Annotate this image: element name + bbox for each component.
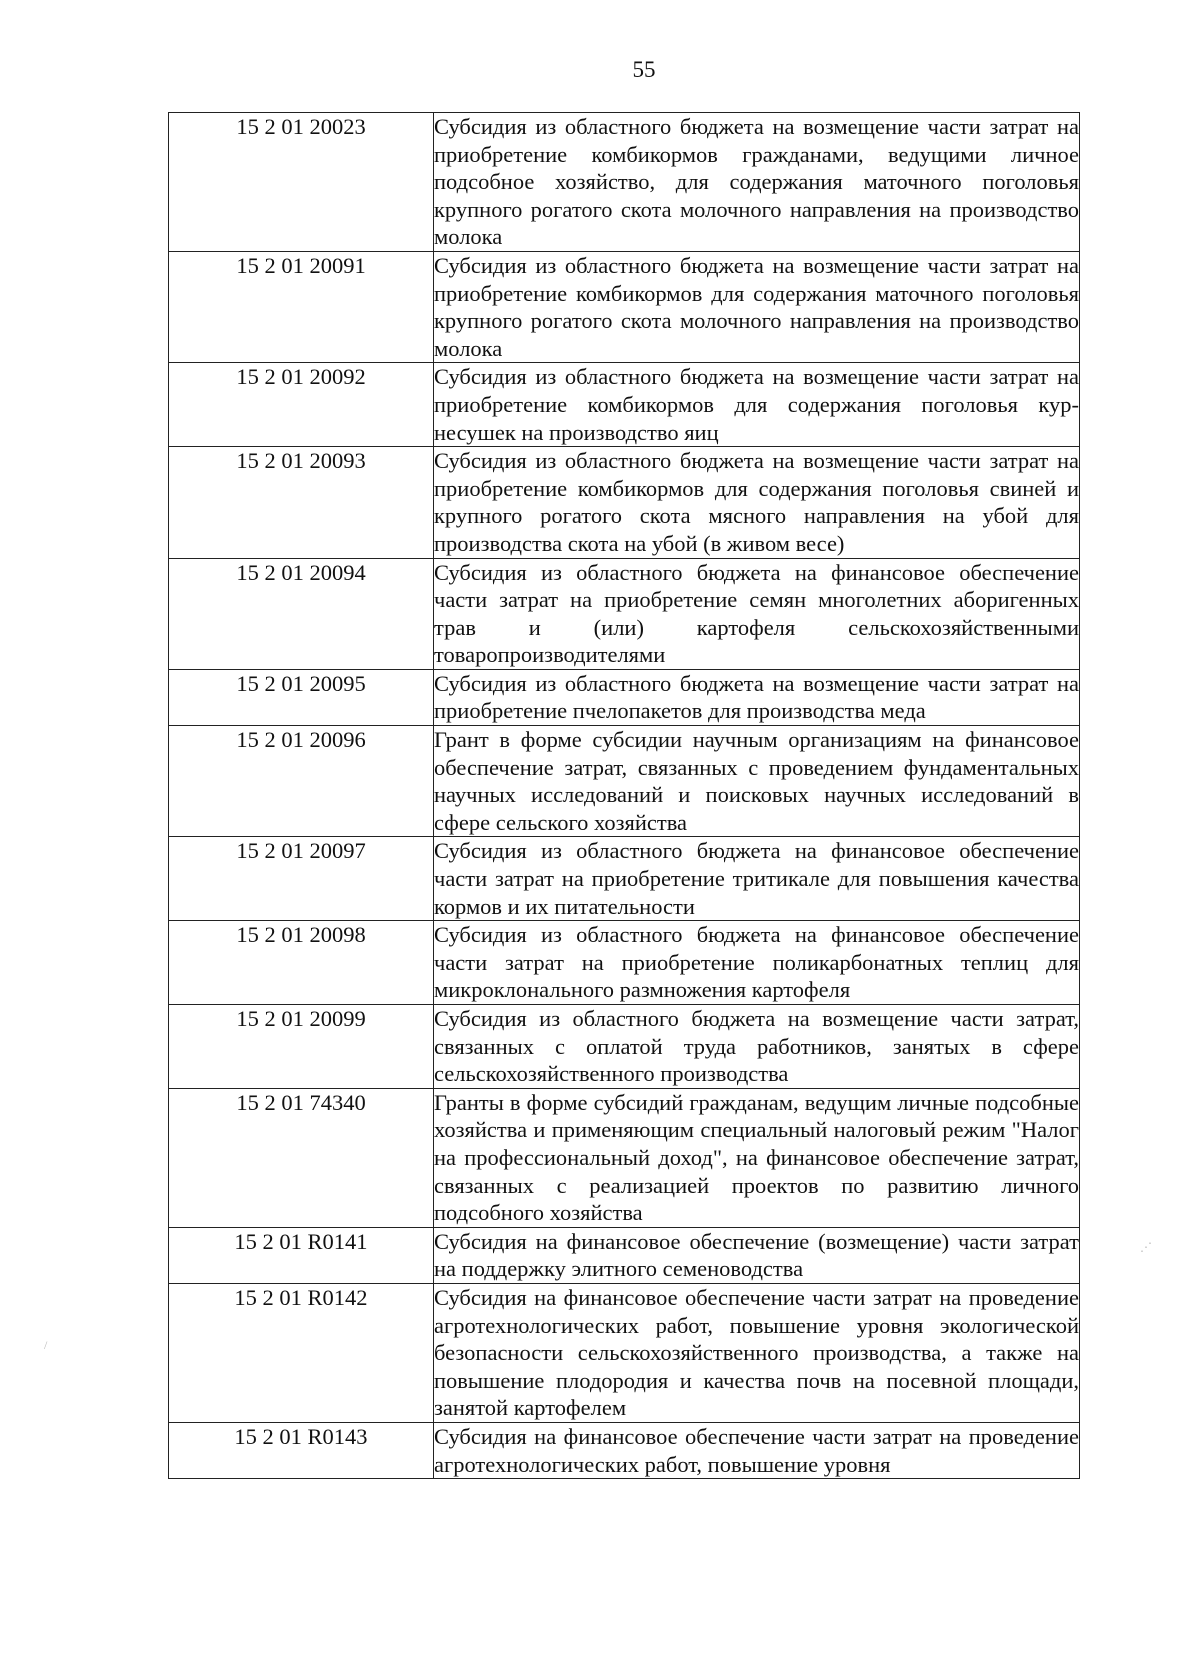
description-cell: Субсидия на финансовое обеспечение части затрат на проведение агротехнологических работ, повышение уровня (434, 1422, 1080, 1478)
description-cell: Субсидия из областного бюджета на возмещение части затрат, связанных с оплатой труда работников, занятых в сфере сельскохозяйственного производства (434, 1005, 1080, 1089)
scan-speck: / (44, 1338, 48, 1352)
table-row (169, 921, 1080, 1005)
table-row (169, 447, 1080, 558)
description-cell: Субсидия из областного бюджета на возмещение части затрат на приобретение комбикормов гражданами, ведущими личное подсобное хозяйство, для содержания маточного поголовья крупного рогатого скота молочного направления на производство молока (434, 113, 1080, 252)
table-row (169, 837, 1080, 921)
budget-code-cell: 15 2 01 20095 (169, 669, 434, 725)
budget-code-cell: 15 2 01 R0142 (169, 1283, 434, 1422)
table-row (169, 251, 1080, 362)
table-row (169, 669, 1080, 725)
budget-code-cell: 15 2 01 R0141 (169, 1227, 434, 1283)
table-body (169, 113, 1080, 1479)
table-row (169, 558, 1080, 669)
budget-code-cell: 15 2 01 R0143 (169, 1422, 434, 1478)
table-row (169, 1227, 1080, 1283)
table-row (169, 1283, 1080, 1422)
budget-code-cell: 15 2 01 20091 (169, 251, 434, 362)
table-row (169, 726, 1080, 837)
budget-code-cell: 15 2 01 20093 (169, 447, 434, 558)
description-cell: Гранты в форме субсидий гражданам, ведущим личные подсобные хозяйства и применяющим специальный налоговый режим "Налог на профессиональный доход", на финансовое обеспечение затрат, связанных с реализацией проектов по развитию личного подсобного хозяйства (434, 1088, 1080, 1227)
description-cell: Субсидия из областного бюджета на возмещение части затрат на приобретение пчелопакетов для производства меда (434, 669, 1080, 725)
budget-code-cell: 15 2 01 20092 (169, 363, 434, 447)
budget-code-cell: 15 2 01 20099 (169, 1005, 434, 1089)
description-cell: Субсидия из областного бюджета на финансовое обеспечение части затрат на приобретение тритикале для повышения качества кормов и их питательности (434, 837, 1080, 921)
table-row (169, 1005, 1080, 1089)
table-row (169, 1088, 1080, 1227)
description-cell: Субсидия из областного бюджета на возмещение части затрат на приобретение комбикормов для содержания поголовья кур-несушек на производство яиц (434, 363, 1080, 447)
table-row (169, 363, 1080, 447)
description-cell: Субсидия из областного бюджета на возмещение части затрат на приобретение комбикормов для содержания маточного поголовья крупного рогатого скота молочного направления на производство молока (434, 251, 1080, 362)
budget-code-cell: 15 2 01 20097 (169, 837, 434, 921)
budget-code-cell: 15 2 01 20098 (169, 921, 434, 1005)
description-cell: Субсидия на финансовое обеспечение (возмещение) части затрат на поддержку элитного семеноводства (434, 1227, 1080, 1283)
description-cell: Субсидия из областного бюджета на финансовое обеспечение части затрат на приобретение поликарбонатных теплиц для микроклонального размножения картофеля (434, 921, 1080, 1005)
description-cell: Грант в форме субсидии научным организациям на финансовое обеспечение затрат, связанных с проведением фундаментальных научных исследований и поисковых научных исследований в сфере сельского хозяйства (434, 726, 1080, 837)
budget-codes-table (168, 112, 1080, 1479)
budget-code-cell: 15 2 01 20096 (169, 726, 434, 837)
budget-code-cell: 15 2 01 20094 (169, 558, 434, 669)
scan-speck: ⋰ (1140, 1240, 1152, 1254)
description-cell: Субсидия из областного бюджета на финансовое обеспечение части затрат на приобретение семян многолетних аборигенных трав и (или) картофеля сельскохозяйственными товаропроизводителями (434, 558, 1080, 669)
page-number: 55 (632, 57, 656, 82)
budget-code-cell: 15 2 01 20023 (169, 113, 434, 252)
table-row (169, 1422, 1080, 1478)
table-row (169, 113, 1080, 252)
budget-code-cell: 15 2 01 74340 (169, 1088, 434, 1227)
description-cell: Субсидия на финансовое обеспечение части затрат на проведение агротехнологических работ, повышение уровня экологической безопасности сельскохозяйственного производства, а также на повышение плодородия и качества почв на посевной площади, занятой картофелем (434, 1283, 1080, 1422)
description-cell: Субсидия из областного бюджета на возмещение части затрат на приобретение комбикормов для содержания поголовья свиней и крупного рогатого скота мясного направления на убой для производства скота на убой (в живом весе) (434, 447, 1080, 558)
